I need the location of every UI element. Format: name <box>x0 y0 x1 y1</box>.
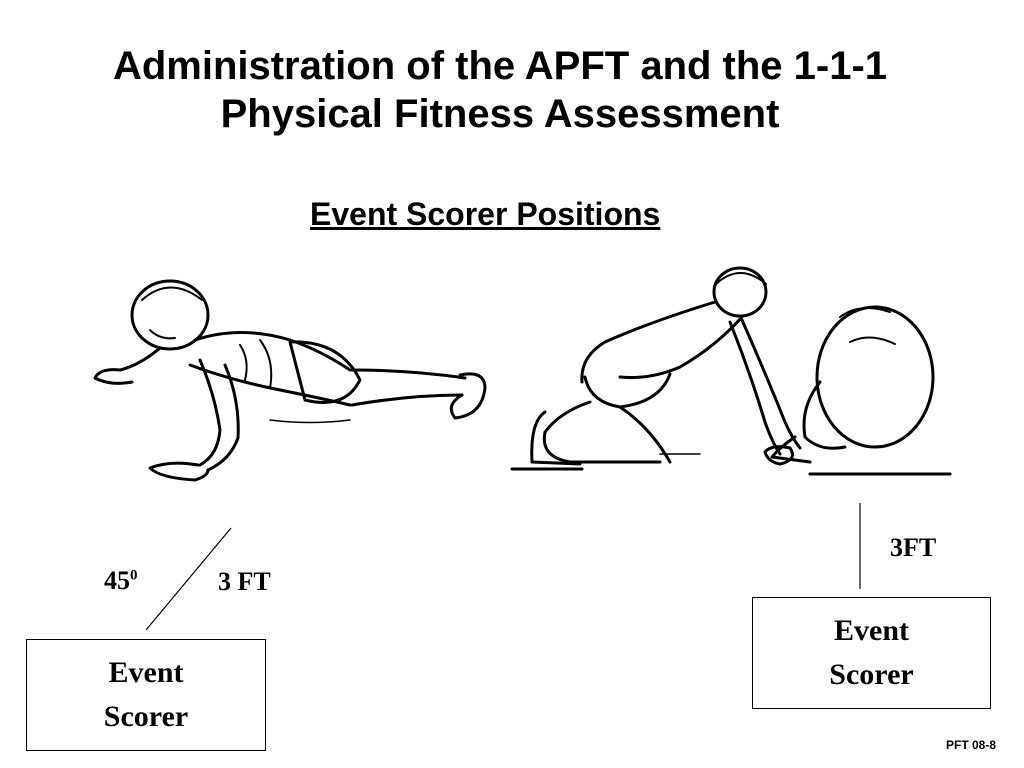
angle-value: 45 <box>104 566 130 595</box>
slide-title <box>0 42 1000 138</box>
title-line-1: Administration of the APFT and the 1-1-1 <box>112 44 888 88</box>
pushup-figure-icon <box>90 270 500 500</box>
angle-line <box>140 525 240 635</box>
left-scorer-line2: Scorer <box>103 700 189 733</box>
right-event-scorer-box <box>752 597 991 709</box>
left-scorer-line1: Event <box>108 656 184 689</box>
right-scorer-line1: Event <box>834 614 909 647</box>
angle-superscript: 0 <box>130 567 138 584</box>
left-event-scorer-box <box>26 639 266 751</box>
angle-label <box>104 566 138 596</box>
right-distance-label: 3FT <box>890 533 937 562</box>
section-subtitle: Event Scorer Positions <box>310 196 661 232</box>
slide-code: PFT 08-8 <box>945 738 996 752</box>
title-line-2: Physical Fitness Assessment <box>220 92 780 136</box>
situp-with-holder-figure-icon <box>510 262 955 477</box>
right-scorer-line2: Scorer <box>829 658 914 691</box>
left-distance-label: 3 FT <box>218 567 271 596</box>
right-distance-line <box>855 503 865 593</box>
